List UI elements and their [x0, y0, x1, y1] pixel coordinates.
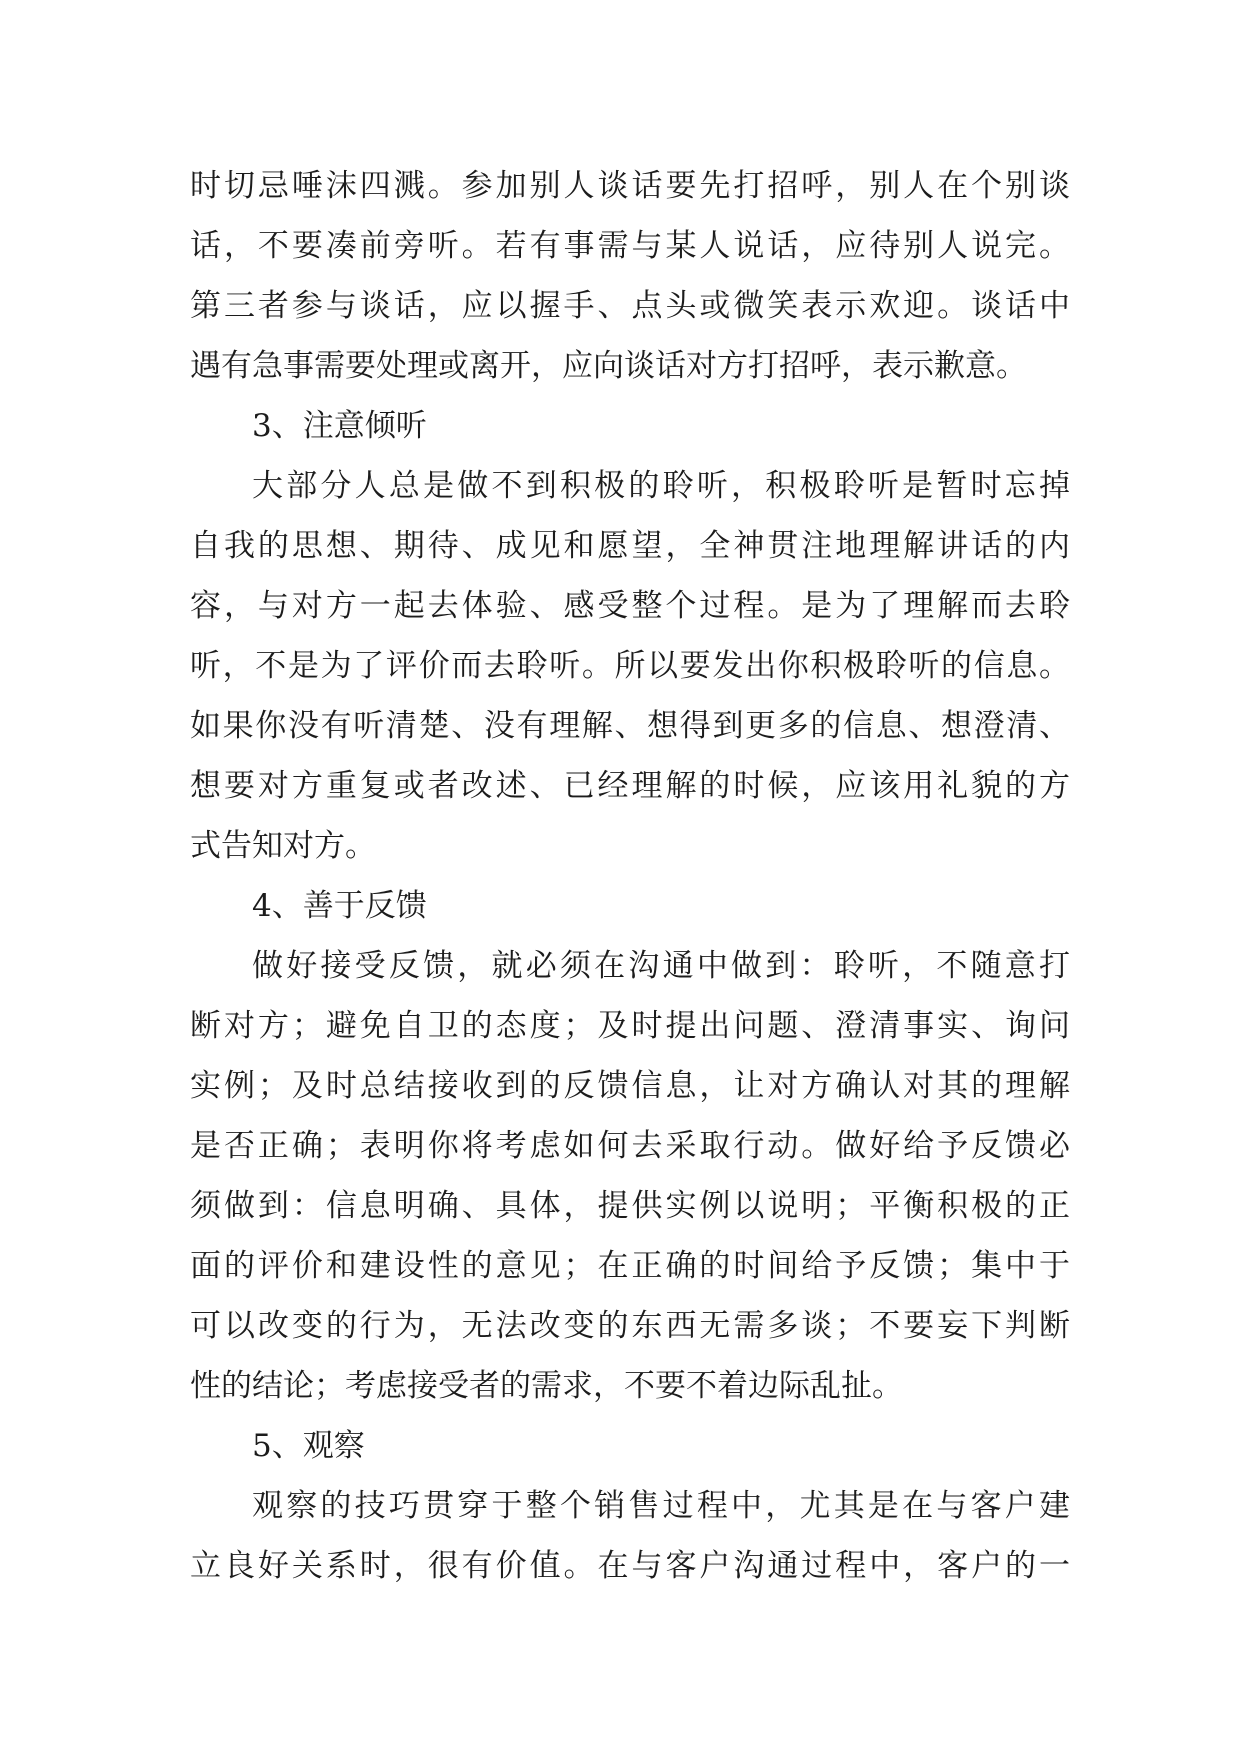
paragraph-line: 遇有急事需要处理或离开，应向谈话对方打招呼，表示歉意。: [190, 348, 1027, 384]
paragraph-line: 实例；及时总结接收到的反馈信息，让对方确认对其的理解: [190, 1068, 1070, 1104]
paragraph-line: 面的评价和建设性的意见；在正确的时间给予反馈；集中于: [190, 1248, 1070, 1284]
paragraph-line: 观察的技巧贯穿于整个销售过程中，尤其是在与客户建: [252, 1488, 1070, 1524]
paragraph-line: 自我的思想、期待、成见和愿望，全神贯注地理解讲话的内: [190, 528, 1070, 564]
paragraph-line: 断对方；避免自卫的态度；及时提出问题、澄清事实、询问: [190, 1008, 1070, 1044]
paragraph-line: 做好接受反馈，就必须在沟通中做到：聆听，不随意打: [252, 948, 1070, 984]
section-heading: 3、注意倾听: [252, 408, 427, 444]
paragraph-line: 式告知对方。: [190, 828, 376, 864]
paragraph-line: 可以改变的行为，无法改变的东西无需多谈；不要妄下判断: [190, 1308, 1070, 1344]
paragraph-line: 想要对方重复或者改述、已经理解的时候，应该用礼貌的方: [190, 768, 1070, 804]
document-body: [190, 156, 1070, 1596]
paragraph-line: 大部分人总是做不到积极的聆听，积极聆听是暂时忘掉: [252, 468, 1070, 504]
paragraph-line: 容，与对方一起去体验、感受整个过程。是为了理解而去聆: [190, 588, 1070, 624]
paragraph-line: 听，不是为了评价而去聆听。所以要发出你积极聆听的信息。: [190, 648, 1070, 684]
paragraph-line: 是否正确；表明你将考虑如何去采取行动。做好给予反馈必: [190, 1128, 1070, 1164]
section-heading: 5、观察: [252, 1428, 365, 1464]
paragraph-line: 如果你没有听清楚、没有理解、想得到更多的信息、想澄清、: [190, 708, 1070, 744]
paragraph-line: 性的结论；考虑接受者的需求，不要不着边际乱扯。: [190, 1368, 903, 1404]
paragraph-line: 话，不要凑前旁听。若有事需与某人说话，应待别人说完。: [190, 228, 1070, 264]
paragraph-line: 时切忌唾沫四溅。参加别人谈话要先打招呼，别人在个别谈: [190, 168, 1070, 204]
paragraph-line: 须做到：信息明确、具体，提供实例以说明；平衡积极的正: [190, 1188, 1070, 1224]
paragraph-line: 立良好关系时，很有价值。在与客户沟通过程中，客户的一: [190, 1548, 1070, 1584]
section-heading: 4、善于反馈: [252, 888, 427, 924]
paragraph-line: 第三者参与谈话，应以握手、点头或微笑表示欢迎。谈话中: [190, 288, 1070, 324]
